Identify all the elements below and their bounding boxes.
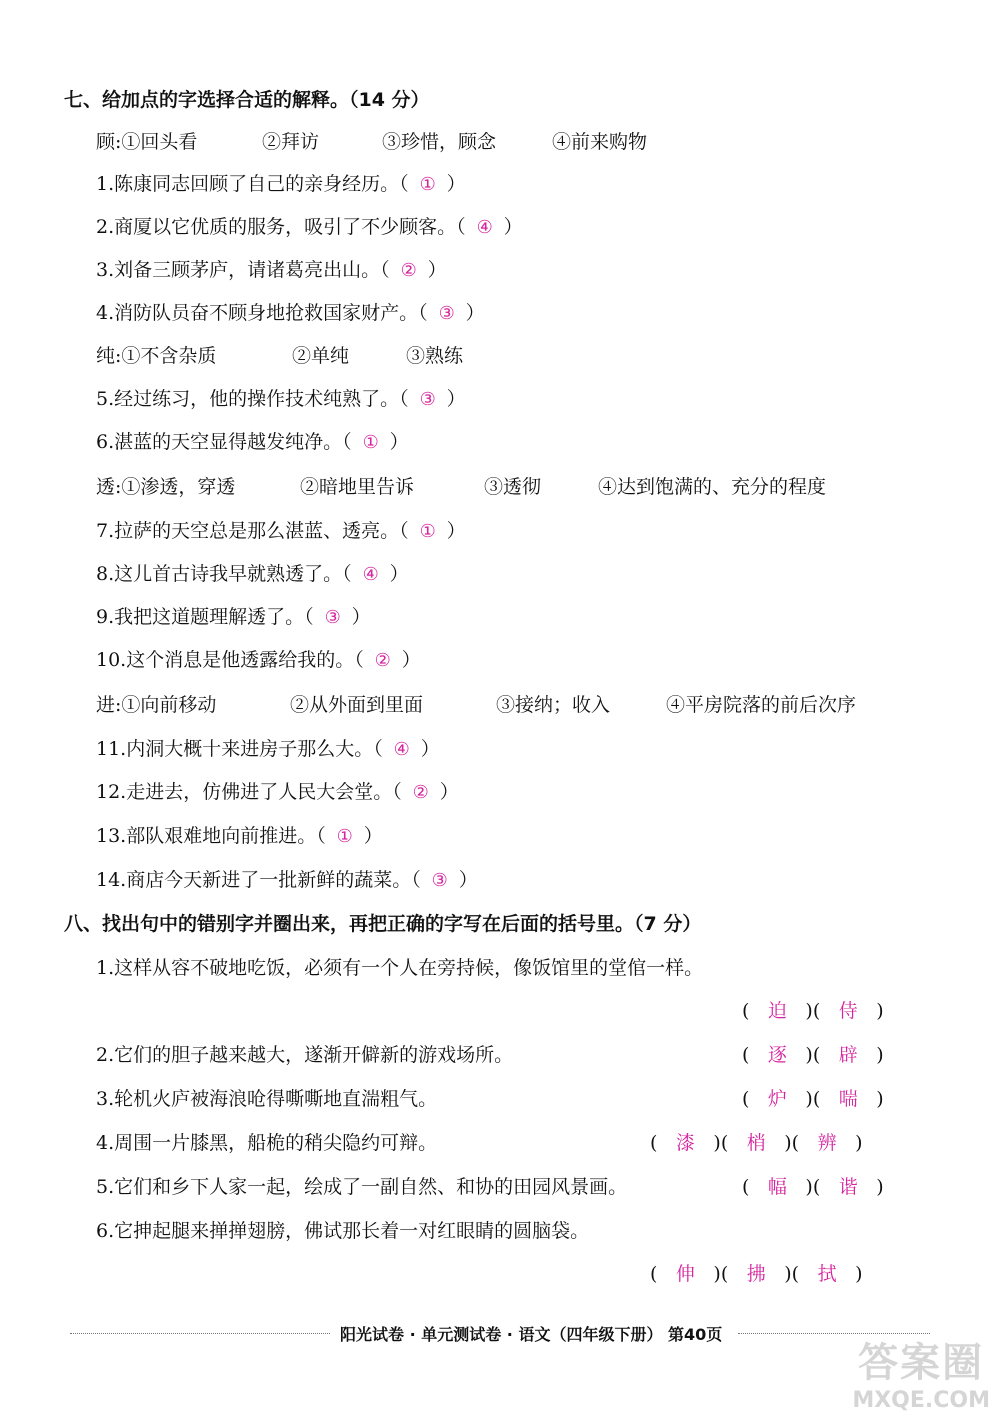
question-4: 4.消防队员奋不顾身地抢救国家财产。（ ③ ） xyxy=(96,299,485,328)
answer: 炉 xyxy=(767,1088,787,1110)
correction-6: 6.它抻起腿来掸掸翅膀，佛试那长着一对红眼睛的圆脑袋。 xyxy=(96,1220,590,1242)
footer-divider-left xyxy=(70,1333,330,1334)
def-chun-1: 纯:①不含杂质 xyxy=(96,345,217,367)
question-10: 10.这个消息是他透露给我的。（ ② ） xyxy=(96,646,421,675)
def-jin-1: 进:①向前移动 xyxy=(96,694,217,716)
answer: 伸 xyxy=(675,1263,695,1285)
footer-text: 阳光试卷 · 单元测试卷 · 语文（四年级下册） 第40页 xyxy=(340,1325,723,1344)
question-9: 9.我把这道题理解透了。（ ③ ） xyxy=(96,603,371,632)
def-tou-4: ④达到饱满的、充分的程度 xyxy=(598,476,827,498)
question-8: 8.这儿首古诗我早就熟透了。（ ④ ） xyxy=(96,560,409,589)
answer: 谐 xyxy=(838,1176,858,1198)
watermark-title: 答案圈 xyxy=(858,1340,985,1386)
correction-1-answers: ( 迫 )( 侍 ) xyxy=(742,997,884,1025)
question-11: 11.内洞大概十来进房子那么大。（ ④ ） xyxy=(96,735,440,764)
correction-4-answers: ( 漆 )( 梢 )( 辨 ) xyxy=(650,1129,863,1157)
correction-3: 3.轮机火庐被海浪呛得嘶嘶地直湍粗气。 xyxy=(96,1088,438,1110)
answer: 喘 xyxy=(838,1088,858,1110)
def-gu-4: ④前来购物 xyxy=(552,131,648,153)
answer: 拂 xyxy=(746,1263,766,1285)
correction-3-answers: ( 炉 )( 喘 ) xyxy=(742,1085,884,1113)
watermark-logo xyxy=(852,1331,990,1413)
correction-2-answers: ( 逐 )( 辟 ) xyxy=(742,1041,884,1069)
answer: 辟 xyxy=(838,1044,858,1066)
answer: ② xyxy=(400,260,417,281)
question-12: 12.走进去，仿佛进了人民大会堂。（ ② ） xyxy=(96,778,459,807)
answer: 逐 xyxy=(767,1044,787,1066)
correction-5-answers: ( 幅 )( 谐 ) xyxy=(742,1173,884,1201)
answer: 幅 xyxy=(767,1176,787,1198)
answer: ① xyxy=(419,174,436,195)
def-tou-2: ②暗地里告诉 xyxy=(300,476,415,498)
correction-6-answers: ( 伸 )( 拂 )( 拭 ) xyxy=(650,1260,863,1288)
def-jin-3: ③接纳；收入 xyxy=(496,694,611,716)
def-gu-1: 顾:①回头看 xyxy=(96,131,198,153)
answer: 漆 xyxy=(675,1132,695,1154)
def-jin-4: ④平房院落的前后次序 xyxy=(666,694,857,716)
answer: ④ xyxy=(362,564,379,585)
def-tou-1: 透:①渗透，穿透 xyxy=(96,476,236,498)
question-1: 1.陈康同志回顾了自己的亲身经历。（ ① ） xyxy=(96,170,466,199)
answer: 迫 xyxy=(767,1000,787,1022)
answer: ① xyxy=(362,432,379,453)
answer: ② xyxy=(412,782,429,803)
answer: 拭 xyxy=(817,1263,837,1285)
answer: ③ xyxy=(324,607,341,628)
answer: 辨 xyxy=(817,1132,837,1154)
question-3: 3.刘备三顾茅庐，请诸葛亮出山。（ ② ） xyxy=(96,256,447,285)
section8-heading: 八、找出句中的错别字并圈出来，再把正确的字写在后面的括号里。（7 分） xyxy=(64,913,702,935)
watermark-url: MXQE.COM xyxy=(852,1388,990,1413)
correction-4: 4.周围一片膝黑，船桅的稍尖隐约可辩。 xyxy=(96,1132,438,1154)
def-jin-2: ②从外面到里面 xyxy=(290,694,424,716)
def-gu-2: ②拜访 xyxy=(262,131,320,153)
section7-heading: 七、给加点的字选择合适的解释。（14 分） xyxy=(64,89,430,111)
question-5: 5.经过练习，他的操作技术纯熟了。（ ③ ） xyxy=(96,385,466,414)
question-14: 14.商店今天新进了一批新鲜的蔬菜。（ ③ ） xyxy=(96,866,478,895)
correction-2: 2.它们的胆子越来越大，遂渐开僻新的游戏场所。 xyxy=(96,1044,514,1066)
answer: ① xyxy=(419,521,436,542)
answer: 梢 xyxy=(746,1132,766,1154)
answer: 侍 xyxy=(838,1000,858,1022)
question-2: 2.商厦以它优质的服务，吸引了不少顾客。（ ④ ） xyxy=(96,213,523,242)
answer: ② xyxy=(374,650,391,671)
answer: ③ xyxy=(419,389,436,410)
question-7: 7.拉萨的天空总是那么湛蓝、透亮。（ ① ） xyxy=(96,517,466,546)
page-footer xyxy=(70,1322,930,1344)
question-6: 6.湛蓝的天空显得越发纯净。（ ① ） xyxy=(96,428,409,457)
def-chun-3: ③熟练 xyxy=(406,345,464,367)
answer: ③ xyxy=(438,303,455,324)
answer: ④ xyxy=(393,739,410,760)
def-tou-3: ③透彻 xyxy=(484,476,542,498)
correction-1: 1.这样从容不破地吃饭，必须有一个人在旁持候，像饭馆里的堂倌一样。 xyxy=(96,957,704,979)
def-gu-3: ③珍惜，顾念 xyxy=(382,131,497,153)
def-chun-2: ②单纯 xyxy=(292,345,350,367)
answer: ① xyxy=(336,826,353,847)
correction-5: 5.它们和乡下人家一起，绘成了一副自然、和协的田园风景画。 xyxy=(96,1176,628,1198)
question-13: 13.部队艰难地向前推进。（ ① ） xyxy=(96,822,383,851)
answer: ③ xyxy=(431,870,448,891)
answer: ④ xyxy=(476,217,493,238)
